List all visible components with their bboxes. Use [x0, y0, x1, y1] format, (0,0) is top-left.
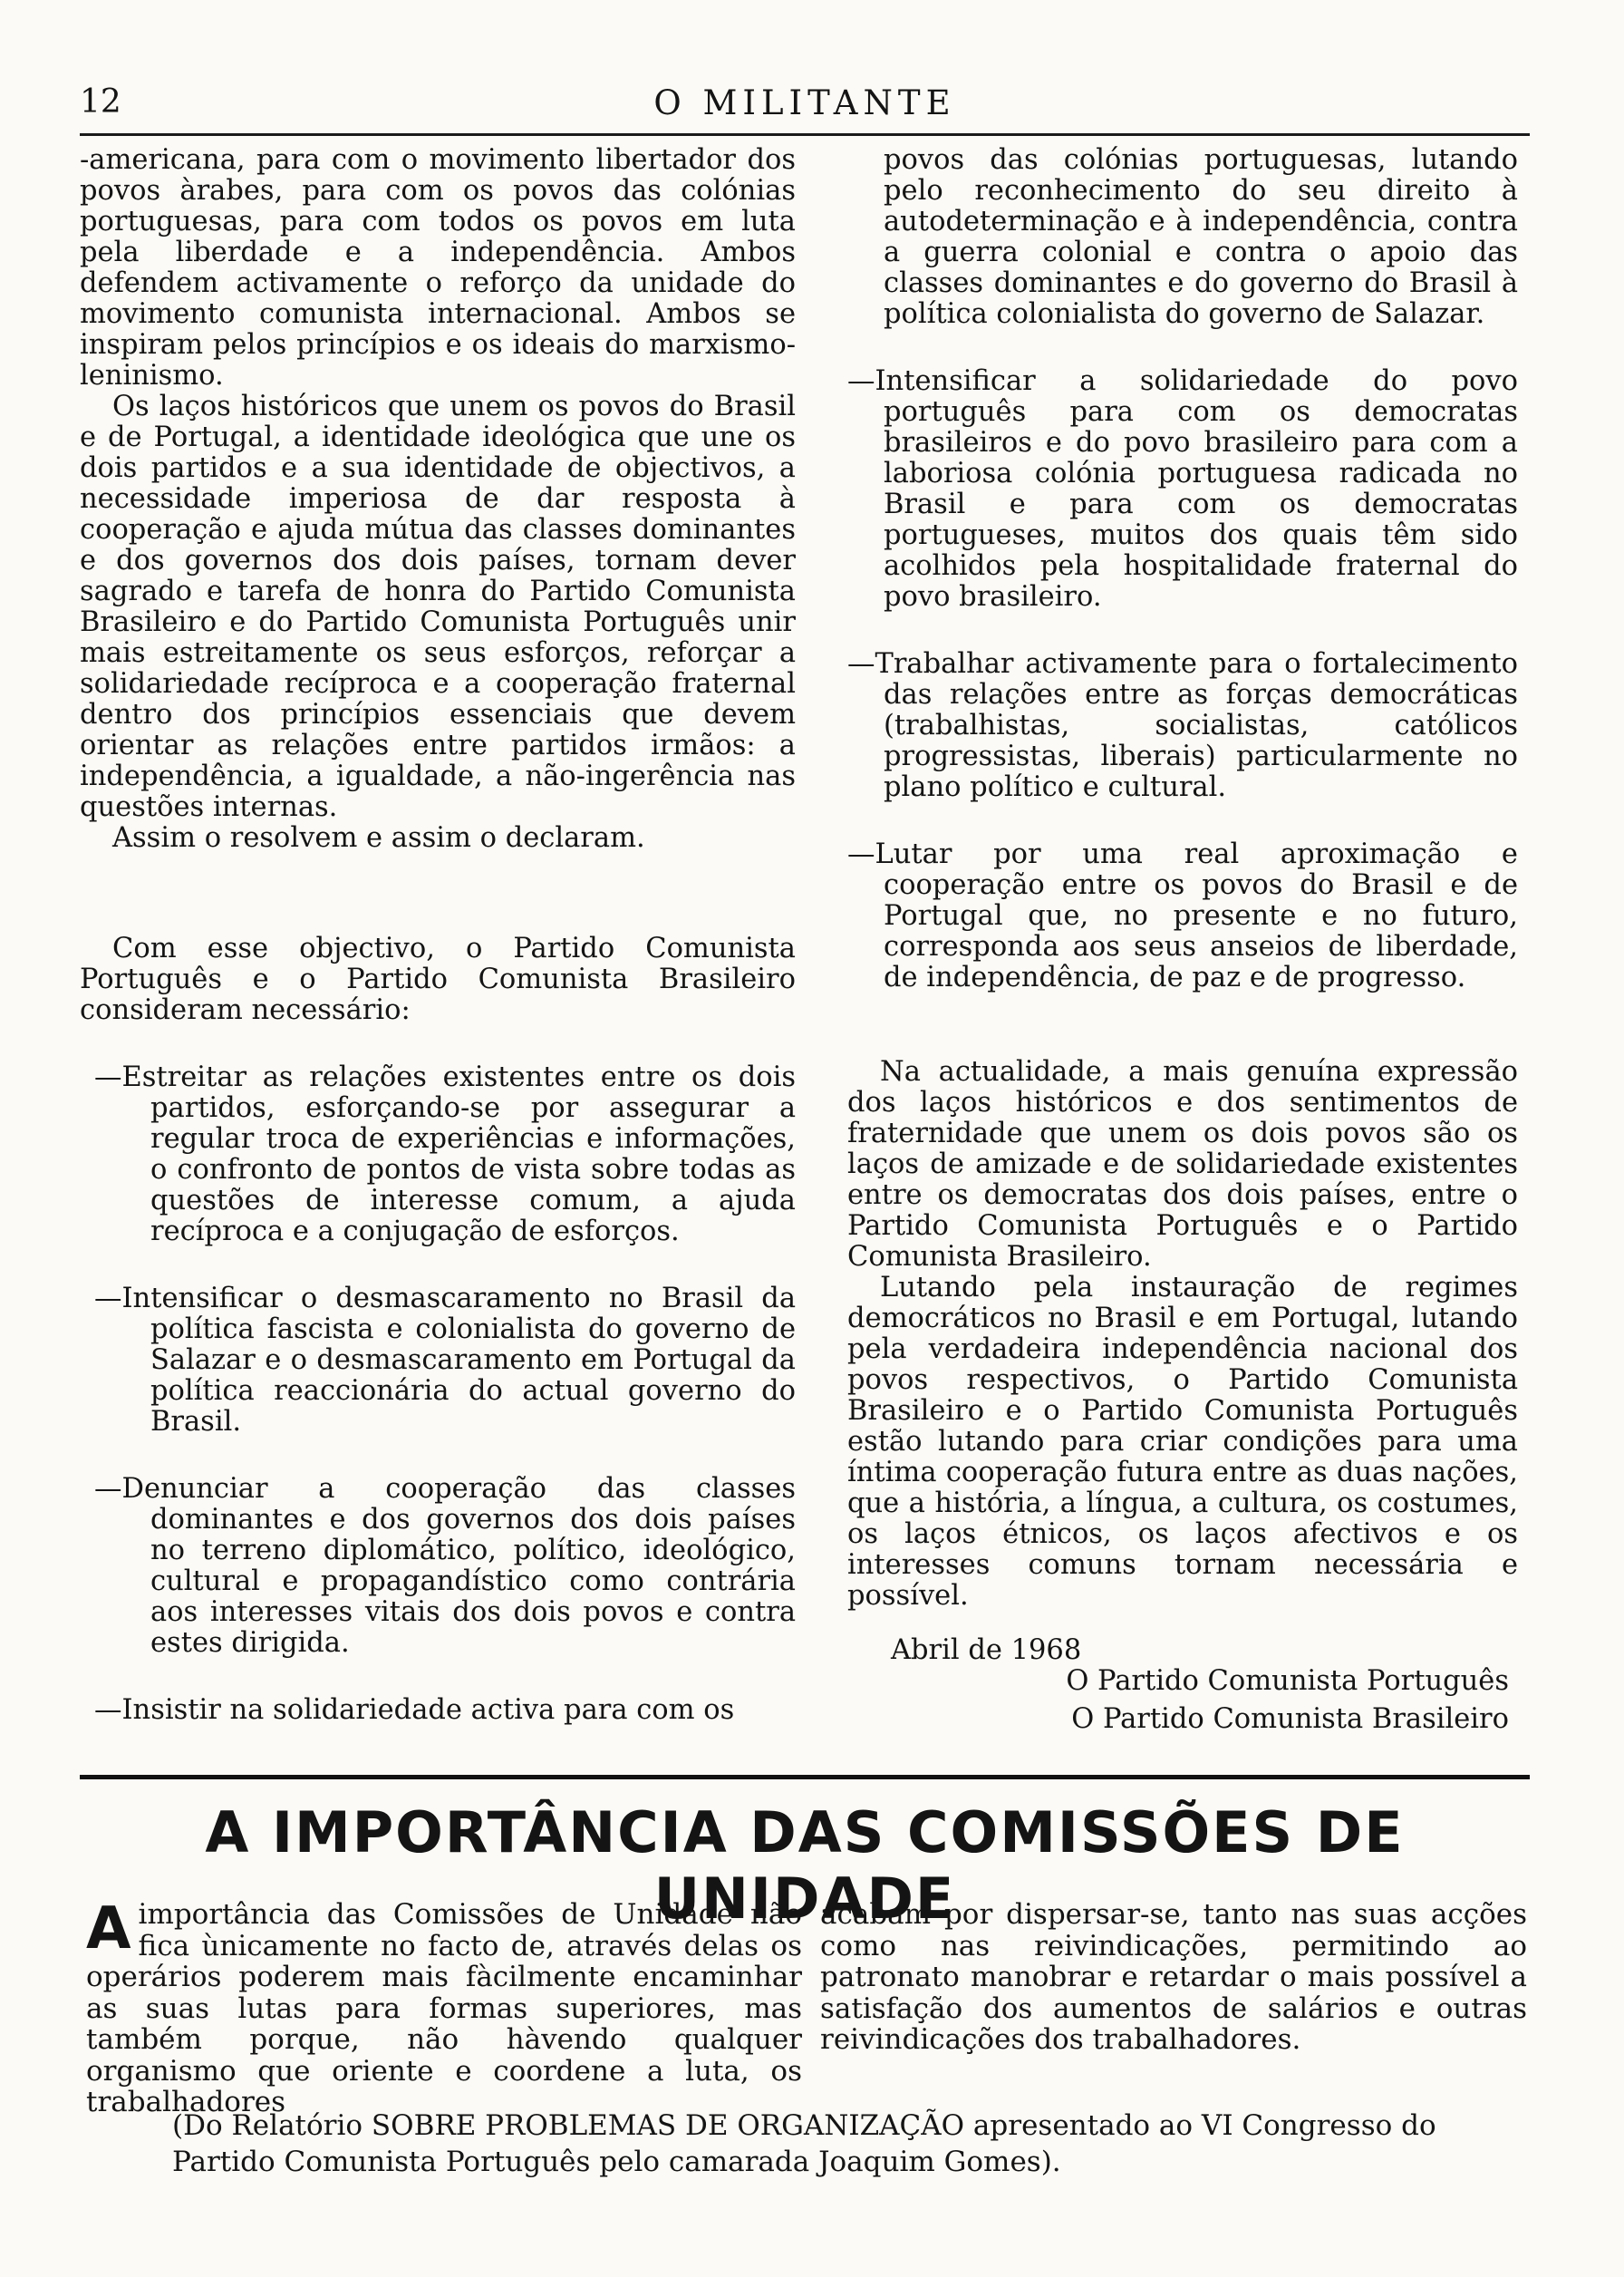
paragraph: povos das colónias portuguesas, lutando pelo reconhecimento do seu direito à autodeterminação e à independência, contra a guerra colonial e contra o apoio das classes dominantes e do governo do Brasil à política colonialista do governo de Salazar.: [884, 144, 1518, 330]
article-text: acabam por dispersar-se, tanto nas suas acções como nas reivindicações, permitindo ao patronato manobrar e retardar o mais possível a satisfação dos aumentos de salários e outras reivindicações dos trabalhadores.: [820, 1898, 1527, 2056]
article-source: (Do Relatório SOBRE PROBLEMAS DE ORGANIZAÇÃO apresentado ao VI Congresso do Partido Comunista Português pelo camarada Joaquim Gomes).: [172, 2109, 1436, 2178]
list-item: —Intensificar o desmascaramento no Brasil da política fascista e colonialista do governo de Salazar e o desmascaramento em Portugal da política reaccionária do actual governo do Brasil.: [94, 1283, 796, 1438]
signature-pcp: O Partido Comunista Português: [1066, 1665, 1509, 1697]
paragraph: Na actualidade, a mais genuína expressão dos laços históricos e dos sentimentos de fraternidade que unem os dois povos são os laços de amizade e de solidariedade existentes entre os democratas dos dois países, entre o Partido Comunista Português e o Partido Comunista Brasileiro.: [847, 1056, 1518, 1273]
paragraph: -americana, para com o movimento libertador dos povos àrabes, para com os povos das colónias portuguesas, para com todos os povos em luta pela liberdade e a independência. Ambos defendem activamente o reforço da unidade do movimento comunista internacional. Ambos se inspiram pelos princípios e os ideais do marxismo-leninismo.: [80, 144, 796, 392]
paragraph: Com esse objectivo, o Partido Comunista Português e o Partido Comunista Brasileiro consideram necessário:: [80, 933, 796, 1026]
list-item: —Intensificar a solidariedade do povo português para com os democratas brasileiros e do povo brasileiro para com a laboriosa colónia portuguesa radicada no Brasil e para com os democratas portugueses, muitos dos quais têm sido acolhidos pela hospitalidade fraternal do povo brasileiro.: [847, 365, 1518, 613]
section-divider: [80, 1775, 1530, 1779]
article-left-column: [86, 1895, 802, 2118]
drop-cap: A: [86, 1895, 131, 1962]
page-number: 12: [80, 83, 121, 121]
list-item: —Trabalhar activamente para o fortalecimento das relações entre as forças democráticas (trabalhistas, socialistas, católicos progressistas, liberais) particularmente no plano político e cultural.: [847, 648, 1518, 803]
paragraph: Assim o resolvem e assim o declaram.: [112, 822, 645, 854]
article-right-column: [820, 1899, 1527, 2056]
list-item: —Estreitar as relações existentes entre os dois partidos, esforçando-se por assegurar a regular troca de experiências e informações, o confronto de pontos de vista sobre todas as questões de interesse comum, a ajuda recíproca e a conjugação de esforços.: [94, 1061, 796, 1247]
list-item: —Insistir na solidariedade activa para com os: [94, 1694, 735, 1726]
list-item: —Denunciar a cooperação das classes dominantes e dos governos dos dois países no terreno diplomático, político, ideológico, cultural e propagandístico como contrária aos interesses vitais dos dois povos e contra estes dirigida.: [94, 1473, 796, 1659]
document-date: Abril de 1968: [891, 1634, 1082, 1666]
left-column: [80, 145, 796, 1726]
right-column: [847, 145, 1518, 1735]
page-header: [80, 83, 1530, 129]
header-rule: [80, 133, 1530, 136]
publication-title: O MILITANTE: [653, 83, 956, 122]
paragraph: Os laços históricos que unem os povos do Brasil e de Portugal, a identidade ideológica que une os dois partidos e a sua identidade de objectivos, a necessidade imperiosa de dar resposta à cooperação e ajuda mútua das classes dominantes e dos governos dos dois países, tornam dever sagrado e tarefa de honra do Partido Comunista Brasileiro e do Partido Comunista Português unir mais estreitamente os seus esforços, reforçar a solidariedade recíproca e a cooperação fraternal dentro dos princípios essenciais que devem orientar as relações entre partidos irmãos: a independência, a igualdade, a não-ingerência nas questões internas.: [80, 391, 796, 823]
article-text: importância das Comissões de Unidade não fica ùnicamente no facto de, através delas os operários poderem mais fàcilmente encaminhar as suas lutas para formas superiores, mas também porque, não hàvendo qualquer organismo que oriente e coordene a luta, os trabalhadores: [86, 1898, 802, 2118]
paragraph: Lutando pela instauração de regimes democráticos no Brasil e em Portugal, lutando pela verdadeira independência nacional dos povos respectivos, o Partido Comunista Brasileiro e o Partido Comunista Português estão lutando para criar condições para uma íntima cooperação futura entre as duas nações, que a história, a língua, a cultura, os costumes, os laços étnicos, os laços afectivos e os interesses comuns tornam necessária e possível.: [847, 1272, 1518, 1612]
list-item: —Lutar por uma real aproximação e cooperação entre os povos do Brasil e de Portugal que, no presente e no futuro, corresponda aos seus anseios de liberdade, de independência, de paz e de progresso.: [847, 838, 1518, 993]
signature-pcb: O Partido Comunista Brasileiro: [1071, 1703, 1509, 1735]
article-title: A IMPORTÂNCIA DAS COMISSÕES DE UNIDADE: [205, 1799, 1405, 1932]
